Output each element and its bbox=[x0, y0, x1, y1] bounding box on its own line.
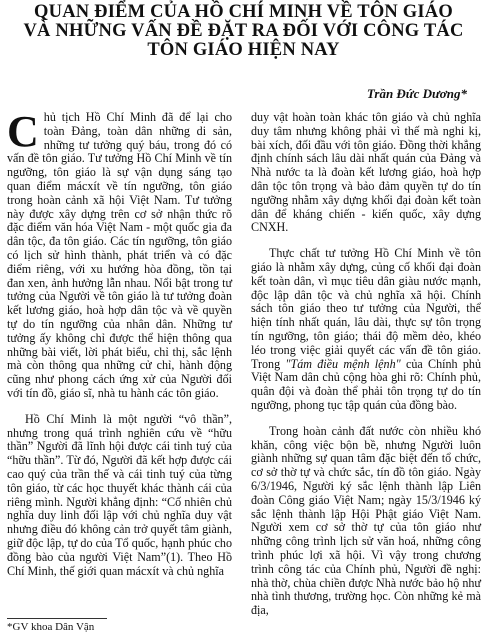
author-name: Trần Đức Dương* bbox=[366, 86, 467, 101]
footnote: *GV khoa Dân Vận bbox=[7, 621, 95, 633]
drop-cap: C bbox=[7, 107, 39, 156]
paragraph bbox=[251, 247, 481, 413]
title-line-2: VÀ NHỮNG VẤN ĐỀ ĐẶT RA ĐỐI VỚI CÔNG TÁC bbox=[23, 21, 464, 41]
right-column bbox=[251, 111, 481, 630]
paragraph: Trong hoàn cảnh đất nước còn nhiều khó khăn, công việc bộn bề, nhưng Người luôn giành những sự quan tâm đặc biệt đến tổ chức, cơ sở thờ tự và chức sắc, tín đồ tôn giáo. Ngày 6/3/1946, Người ký sắc lệnh thành lập Liên đoàn Công giáo Việt Nam; ngày 15/3/1946 ký sắc lệnh thành lập Hội Phật giáo Việt Nam. Người xem cơ sở thờ tự của tôn giáo như những công trình lịch sử văn hoá, những công trình phúc lợi xã hội. Vì vậy trong chương trình công tác của Chính phủ, Người đề nghị: nhà thờ, chùa chiền được Nhà nước bảo hộ như nhà tình thương, trường học. Còn những kẻ mà địa, bbox=[251, 423, 481, 618]
paragraph: Hồ Chí Minh là một người “vô thần”, nhưng trong quá trình nghiên cứu về “hữu thần” Người đã lĩnh hội được cái tinh tuý của “hữu thần”. Từ đó, Người đã kết hợp được cái cao quý của trần thế và cái tinh tuý của từng tôn giáo, từ các học thuyết khác thành cái của riêng mình. Người khẳng định: “Cố nhiên chủ nghĩa duy linh đối lập với chủ nghĩa duy vật nhưng điều đó không cản trở quyết tâm giành, giữ độc lập, tự do của Tổ quốc, hạnh phúc cho đồng bào của người Việt Nam”(1). Theo Hồ Chí Minh, thế giới quan mácxít và chủ nghĩa bbox=[7, 411, 232, 578]
quoted-title: "Tám điều mệnh lệnh" bbox=[285, 356, 401, 371]
paragraph-text: hủ tịch Hồ Chí Minh đã để lại cho toàn Đảng, toàn dân những di sản, những tư tưởng quý báu, trong đó có vấn đề tôn giáo. Tư tưởng Hồ Chí Minh về tín ngưỡng, tôn giáo là sự vận dụng sáng tạo quan điểm mácxít về tín ngưỡng, tôn giáo trong hoàn cảnh xã hội Việt Nam. Tư tưởng này được xây dựng trên cơ sở nhận thức rõ đặc điểm văn hóa Việt Nam - một quốc gia đa dân tộc, đa tôn giáo. Các tín ngưỡng, tôn giáo có lịch sử hình thành, phát triển và có đặc điểm riêng, với xu hướng hòa đồng, tồn tại đan xen, ảnh hưởng lẫn nhau. Nổi bật trong tư tưởng của Người về tôn giáo là tư tưởng đoàn kết lương giáo, hoà hợp dân tộc và về quyền tự do tín ngưỡng của nhân dân. Những tư tưởng ấy không chỉ được thể hiện thông qua những bài viết, lời phát biểu, chỉ thị, sắc lệnh mà còn thông qua những cử chỉ, hành động cũng như phong cách ứng xử của Người đối với tín đồ, giáo sĩ, nhà tu hành các tôn giáo. bbox=[7, 110, 232, 400]
paragraph-text: Thực chất tư tưởng Hồ Chí Minh về tôn giáo là nhằm xây dựng, củng cố khối đại đoàn kết toàn dân, vì mục tiêu dân giàu nước mạnh, độc lập dân tộc và chủ nghĩa xã hội. Chính sách tôn giáo theo tư tưởng của Người, thể hiện tính nhất quán, lâu dài, thực sự tôn trọng tín ngưỡng, tôn giáo; thái độ mềm dẻo, khéo léo trong việc giải quyết các vấn đề tôn giáo. Trong bbox=[251, 246, 481, 371]
title-line-1: QUAN ĐIỂM CỦA HỒ CHÍ MINH VỀ TÔN GIÁO bbox=[34, 2, 453, 22]
paragraph-text: của Chính phủ Việt Nam dân chủ cộng hòa ghi rõ: Chính phủ, quân đội và đoàn thể phải tôn trọng tự do tín ngưỡng, phong tục tập quán của đồng bào. bbox=[251, 356, 482, 412]
footnote-divider bbox=[7, 618, 107, 619]
left-column bbox=[7, 107, 232, 590]
paragraph: duy vật hoàn toàn khác tôn giáo và chủ nghĩa duy tâm nhưng không phải vì thế mà nghi kị, bài xích, đối đầu với tôn giáo. Đồng thời khẳng định chính sách lâu dài nhất quán của Đảng và Nhà nước ta là đoàn kết lương giáo, hoà hợp dân tộc tôn trọng và bảo đảm quyền tự do tín ngưỡng nhằm xây dựng khối đại đoàn kết toàn dân để kháng chiến - kiến quốc, xây dựng CNXH. bbox=[251, 110, 481, 235]
article-title bbox=[10, 3, 477, 60]
title-line-3: TÔN GIÁO HIỆN NAY bbox=[147, 40, 340, 60]
paragraph bbox=[7, 107, 232, 401]
